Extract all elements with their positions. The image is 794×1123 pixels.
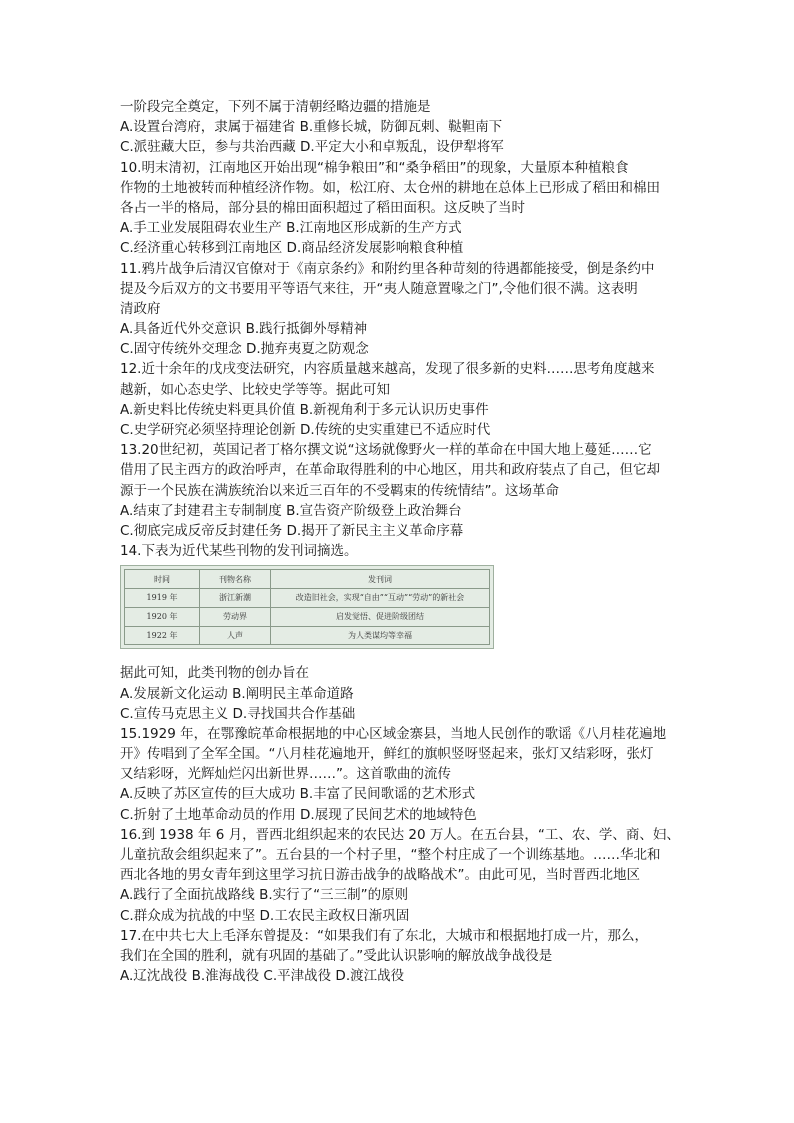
text-line: 借用了民主西方的政治呼声，在革命取得胜利的中心地区，用共和政府装点了自己，但它却 [120,462,660,479]
header-cell: 发刊词 [271,570,490,589]
text-line: C.群众成为抗战的中坚 D.工农民主政权日渐巩固 [120,907,410,924]
journal-table [124,569,490,645]
text-line: 西北各地的男女青年到这里学习抗日游击战争的战略战术”。由此可见，当时晋西北地区 [120,867,640,884]
text-line: 14.下表为近代某些刊物的发刊词摘选。 [120,543,358,560]
text-line: 各占一半的格局，部分县的棉田面积超过了稻田面积。这反映了当时 [120,199,525,216]
table-header-row [125,570,490,589]
table-cell: 启发觉悟、促进阶级团结 [271,607,490,626]
text-line: 清政府 [120,300,161,317]
text-line: 11.鸦片战争后清汉官僚对于《南京条约》和附约里各种苛刻的待遇都能接受，倒是条约中 [120,260,655,277]
text-line: A.具备近代外交意识 B.践行抵御外辱精神 [120,321,368,338]
table-cell: 1922 年 [125,626,200,645]
text-line: 越新，如心态史学、比较史学等等。据此可知 [120,381,390,398]
exam-page [120,97,680,986]
text-line: 16.到 1938 年 6 月，晋西北组织起来的农民达 20 万人。在五台县，“工、农、学、商、妇、 [120,826,680,843]
table-cell: 1919 年 [125,589,200,608]
header-cell: 时间 [125,570,200,589]
table-cell: 为人类谋均等幸福 [271,626,490,645]
table-cell: 劳动界 [200,607,271,626]
journal-table-image [120,565,494,649]
text-line: C.史学研究必须坚持理论创新 D.传统的史实重建已不适应时代 [120,422,491,438]
table-cell: 人声 [200,626,271,645]
text-line: A.设置台湾府，隶属于福建省 B.重修长城，防御瓦剌、鞑靼南下 [120,119,503,136]
table-cell: 改造旧社会，实现“自由”“互动”“劳动”的新社会 [271,589,490,608]
questions-block-2 [120,663,680,986]
table-row [125,607,490,626]
table-cell: 浙江新潮 [200,589,271,608]
table-row [125,589,490,608]
text-line: C.彻底完成反帝反封建任务 D.揭开了新民主主义革命序幕 [120,522,464,539]
text-line: 源于一个民族在满族统治以来近三百年的不受羁束的传统情结”。这场革命 [120,482,559,499]
text-line: C.折射了土地革命动员的作用 D.展现了民间艺术的地域特色 [120,806,477,823]
text-line: A.结束了封建君主专制制度 B.宣告资产阶级登上政治舞台 [120,502,462,519]
text-line: A.发展新文化运动 B.阐明民主革命道路 [120,685,354,702]
text-line: 作物的土地被转而种植经济作物。如，松江府、太仓州的耕地在总体上已形成了稻田和棉田 [120,179,660,196]
text-line: 13.20世纪初，英国记者丁格尔撰文说“这场就像野火一样的革命在中国大地上蔓延……它 [120,442,652,459]
table-row [125,626,490,645]
text-line: C.宣传马克思主义 D.寻找国共合作基础 [120,705,356,722]
text-line: 17.在中共七大上毛泽东曾提及：“如果我们有了东北，大城市和根据地打成一片，那么， [120,927,648,944]
text-line: 10.明末清初，江南地区开始出现“棉争粮田”和“桑争稻田”的现象，大量原本种植粮食 [120,159,629,176]
text-line: A.手工业发展阻碍农业生产 B.江南地区形成新的生产方式 [120,220,462,237]
header-cell: 刊物名称 [200,570,271,589]
text-line: C.固守传统外交理念 D.抛弃夷夏之防观念 [120,341,369,358]
text-line: 儿童抗敌会组织起来了”。五台县的一个村子里，“整个村庄成了一个训练基地。……华北和 [120,847,661,863]
text-line: 12.近十余年的戊戌变法研究，内容质量越来越高，发现了很多新的史料……思考角度越来 [120,361,655,378]
text-line: 又结彩呀，光辉灿烂闪出新世界……”。这首歌曲的流传 [120,766,451,783]
text-line: A.践行了全面抗战路线 B.实行了“三三制”的原则 [120,887,409,904]
text-line: 我们在全国的胜利，就有巩固的基础了。”受此认识影响的解放战争战役是 [120,947,553,964]
text-line: A.新史料比传统史料更具价值 B.新视角利于多元认识历史事件 [120,401,489,418]
text-line: C.派驻藏大臣，参与共治西藏 D.平定大小和卓叛乱，设伊犁将军 [120,139,504,156]
text-line: 开》传唱到了全军全国。“八月桂花遍地开，鲜红的旗帜竖呀竖起来，张灯又结彩呀，张灯 [120,746,654,763]
table-cell: 1920 年 [125,607,200,626]
text-line: 一阶段完全奠定，下列不属于清朝经略边疆的措施是 [120,99,431,115]
text-line: A.反映了苏区宣传的巨大成功 B.丰富了民间歌谣的艺术形式 [120,786,476,803]
text-line: 15.1929 年，在鄂豫皖革命根据地的中心区域金寨县，当地人民创作的歌谣《八月桂花遍地 [120,725,667,742]
text-line: 提及今后双方的文书要用平等语气来往，开“夷人随意置喙之门”,令他们很不满。这表明 [120,280,638,297]
text-line: C.经济重心转移到江南地区 D.商品经济发展影响粮食种植 [120,240,464,257]
questions-block-1 [120,97,680,561]
text-line: A.辽沈战役 B.淮海战役 C.平津战役 D.渡江战役 [120,968,405,985]
text-line: 据此可知，此类刊物的创办旨在 [120,665,309,682]
